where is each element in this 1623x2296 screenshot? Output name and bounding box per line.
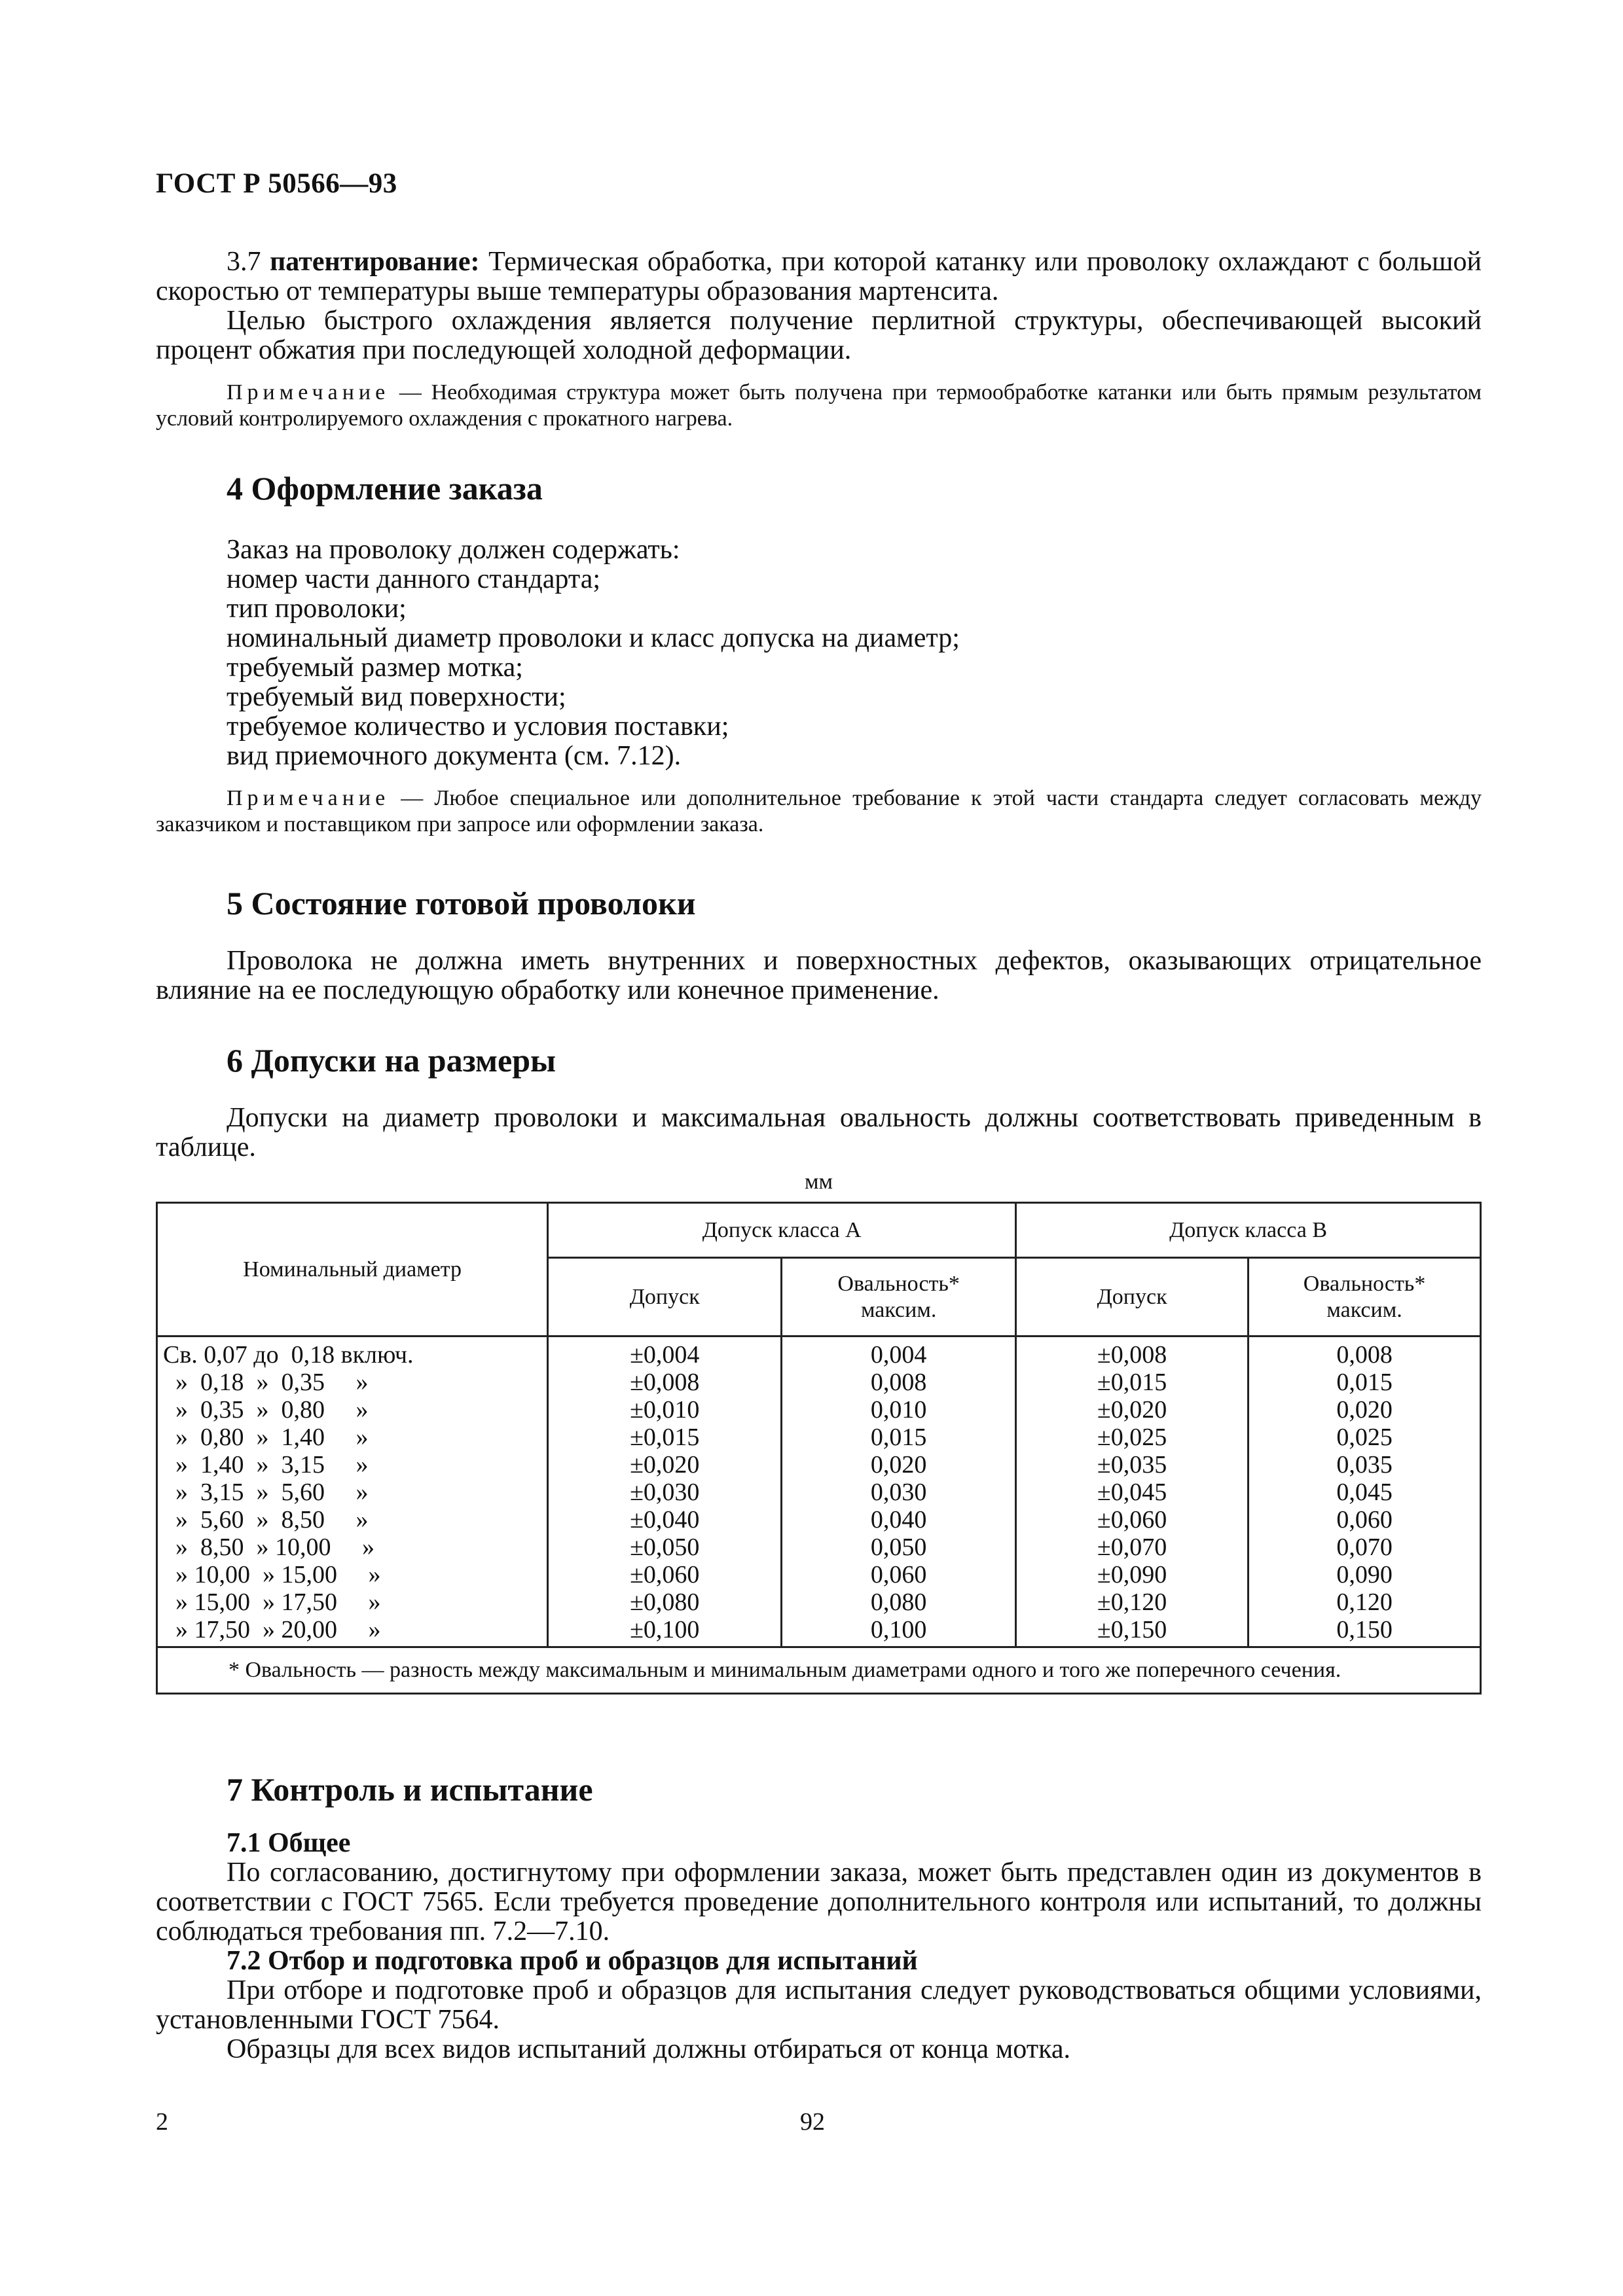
- note-3-7: [156, 380, 1482, 432]
- tolerance-cell: ±0,150: [1097, 1616, 1167, 1643]
- tolerance-a-column: [548, 1336, 782, 1647]
- list-item: требуемый вид поверхности;: [227, 682, 566, 712]
- paragraph-3-7-purpose: Целью быстрого охлаждения является получение перлитной структуры, обеспечивающей высокий процент обжатия при последующей холодной деформации.: [156, 306, 1482, 365]
- page-number-left: 2: [156, 2108, 168, 2136]
- note-text: — Любое специальное или дополнительное требование к этой части стандарта следует согласовать между заказчиком и поставщиком при запросе или оформлении заказа.: [156, 786, 1482, 836]
- section-heading: 7 Контроль и испытание: [227, 1771, 593, 1808]
- table-footnote: * Овальность — разность между максимальным и минимальным диаметрами одного и того же поперечного сечения.: [157, 1647, 1481, 1694]
- list-item: вид приемочного документа (см. 7.12).: [227, 741, 682, 771]
- tolerance-cell: ±0,025: [1097, 1424, 1167, 1451]
- ovality-cell: 0,045: [1336, 1479, 1393, 1506]
- ovality-cell: 0,070: [1336, 1534, 1393, 1561]
- diameter-cell: » 0,35 » 0,80 »: [163, 1396, 369, 1424]
- defined-term: патентирование:: [270, 247, 480, 277]
- section-4: [156, 469, 1482, 838]
- tolerance-cell: ±0,070: [1097, 1534, 1167, 1561]
- tolerance-cell: ±0,010: [630, 1396, 700, 1424]
- tolerance-b-column: [1016, 1336, 1249, 1647]
- ovality-a-column: [782, 1336, 1016, 1647]
- tolerance-cell: ±0,100: [630, 1616, 700, 1643]
- ovality-cell: 0,030: [870, 1479, 927, 1506]
- ovality-cell: 0,015: [870, 1424, 927, 1451]
- paragraph-5: Проволока не должна иметь внутренних и поверхностных дефектов, оказывающих отрицательное влияние на ее последующую обработку или конечное применение.: [156, 946, 1482, 1005]
- list-item: Заказ на проволоку должен содержать:: [227, 535, 680, 565]
- tolerance-cell: ±0,090: [1097, 1561, 1167, 1588]
- tolerance-cell: ±0,008: [1097, 1341, 1167, 1369]
- subsection-heading: 7.2 Отбор и подготовка проб и образцов для испытаний: [227, 1946, 918, 1976]
- tolerance-cell: ±0,060: [1097, 1506, 1167, 1534]
- diameter-cell: » 17,50 » 20,00 »: [163, 1616, 381, 1643]
- ovality-b-column: [1249, 1336, 1481, 1647]
- ovality-cell: 0,120: [1336, 1588, 1393, 1616]
- diameter-cell: » 0,80 » 1,40 »: [163, 1424, 369, 1451]
- ovality-cell: 0,015: [1336, 1369, 1393, 1396]
- tolerance-cell: ±0,120: [1097, 1588, 1167, 1616]
- col-header-tolerance-a: Допуск: [548, 1258, 782, 1336]
- diameter-cell: » 0,18 » 0,35 »: [163, 1369, 369, 1396]
- subsection-heading: 7.1 Общее: [227, 1828, 351, 1858]
- tolerance-cell: ±0,008: [630, 1369, 700, 1396]
- list-item: требуемый размер мотка;: [227, 653, 523, 683]
- tolerance-cell: ±0,020: [1097, 1396, 1167, 1424]
- tolerance-cell: ±0,015: [1097, 1369, 1167, 1396]
- ovality-cell: 0,010: [870, 1396, 927, 1424]
- ovality-cell: 0,035: [1336, 1451, 1393, 1479]
- diameter-column: [157, 1336, 548, 1647]
- note-4: [156, 785, 1482, 838]
- diameter-cell: » 8,50 » 10,00 »: [163, 1534, 374, 1561]
- ovality-cell: 0,004: [870, 1341, 927, 1369]
- tolerance-cell: ±0,020: [630, 1451, 700, 1479]
- col-header-ovality-b: Овальность* максим.: [1249, 1258, 1481, 1336]
- tolerance-cell: ±0,004: [630, 1341, 700, 1369]
- tolerance-cell: ±0,050: [630, 1534, 700, 1561]
- paragraph-7-2-samples: Образцы для всех видов испытаний должны отбираться от конца мотка.: [227, 2034, 1070, 2064]
- ovality-cell: 0,050: [870, 1534, 927, 1561]
- paragraph-7-1: По согласованию, достигнутому при оформлении заказа, может быть представлен один из документов в соответствии с ГОСТ 7565. Если требуется проведение дополнительного контроля или испытаний, то должны соблюдаться требования пп. 7.2—7.10.: [156, 1857, 1482, 1946]
- tolerance-cell: ±0,045: [1097, 1479, 1167, 1506]
- clause-number: 3.7: [227, 247, 270, 277]
- section-heading: 6 Допуски на размеры: [227, 1042, 556, 1079]
- ovality-cell: 0,100: [870, 1616, 927, 1643]
- ovality-cell: 0,040: [870, 1506, 927, 1534]
- ovality-cell: 0,060: [1336, 1506, 1393, 1534]
- list-item: тип проволоки;: [227, 594, 407, 624]
- paragraph-7-2: При отборе и подготовке проб и образцов для испытания следует руководствоваться общими условиями, установленными ГОСТ 7564.: [156, 1975, 1482, 2035]
- table-unit: мм: [804, 1170, 833, 1194]
- section-5: [156, 884, 1482, 1005]
- col-group-class-a: Допуск класса А: [548, 1203, 1016, 1258]
- page-number-center: 92: [800, 2108, 825, 2136]
- definition-text: Термическая обработка, при которой катанку или проволоку охлаждают с большой скоростью от температуры выше температуры образования мартенсита.: [156, 247, 1482, 306]
- section-heading: 5 Состояние готовой проволоки: [227, 885, 696, 922]
- diameter-cell: Св. 0,07 до 0,18 включ.: [163, 1341, 414, 1369]
- ovality-cell: 0,060: [870, 1561, 927, 1588]
- col-group-class-b: Допуск класса В: [1016, 1203, 1481, 1258]
- tolerance-table: [156, 1202, 1482, 1695]
- paragraph-6: Допуски на диаметр проволоки и максимальная овальность должны соответствовать приведенным в таблице.: [156, 1103, 1482, 1162]
- list-item: номер части данного стандарта;: [227, 564, 601, 594]
- tolerance-cell: ±0,015: [630, 1424, 700, 1451]
- note-text: — Необходимая структура может быть получена при термообработке катанки или быть прямым результатом условий контролируемого охлаждения с прокатного нагрева.: [156, 380, 1482, 431]
- col-header-nominal-diameter: Номинальный диаметр: [157, 1203, 548, 1336]
- tolerance-cell: ±0,040: [630, 1506, 700, 1534]
- diameter-cell: » 3,15 » 5,60 »: [163, 1479, 369, 1506]
- list-item: требуемое количество и условия поставки;: [227, 711, 729, 742]
- note-label: Примечание: [227, 786, 390, 810]
- col-header-ovality-a: Овальность* максим.: [782, 1258, 1016, 1336]
- ovality-cell: 0,025: [1336, 1424, 1393, 1451]
- diameter-cell: » 5,60 » 8,50 »: [163, 1506, 369, 1534]
- order-requirements-list: [156, 535, 1482, 771]
- diameter-cell: » 1,40 » 3,15 »: [163, 1451, 369, 1479]
- tolerance-cell: ±0,035: [1097, 1451, 1167, 1479]
- ovality-cell: 0,020: [870, 1451, 927, 1479]
- note-label: Примечание: [227, 380, 390, 404]
- diameter-cell: » 15,00 » 17,50 »: [163, 1588, 381, 1616]
- diameter-cell: » 10,00 » 15,00 »: [163, 1561, 381, 1588]
- ovality-cell: 0,008: [870, 1369, 927, 1396]
- ovality-cell: 0,080: [870, 1588, 927, 1616]
- tolerance-cell: ±0,080: [630, 1588, 700, 1616]
- document-header: ГОСТ Р 50566—93: [156, 168, 397, 199]
- paragraph-3-7: [156, 247, 1482, 306]
- section-3-7: [156, 247, 1482, 432]
- ovality-cell: 0,150: [1336, 1616, 1393, 1643]
- section-6: [156, 1041, 1482, 1695]
- table-body-row: [157, 1336, 1481, 1647]
- section-heading: 4 Оформление заказа: [227, 470, 543, 507]
- ovality-cell: 0,090: [1336, 1561, 1393, 1588]
- tolerance-cell: ±0,060: [630, 1561, 700, 1588]
- tolerance-cell: ±0,030: [630, 1479, 700, 1506]
- col-header-tolerance-b: Допуск: [1016, 1258, 1249, 1336]
- list-item: номинальный диаметр проволоки и класс допуска на диаметр;: [227, 623, 960, 653]
- ovality-cell: 0,008: [1336, 1341, 1393, 1369]
- ovality-cell: 0,020: [1336, 1396, 1393, 1424]
- section-7: [156, 1770, 1482, 2064]
